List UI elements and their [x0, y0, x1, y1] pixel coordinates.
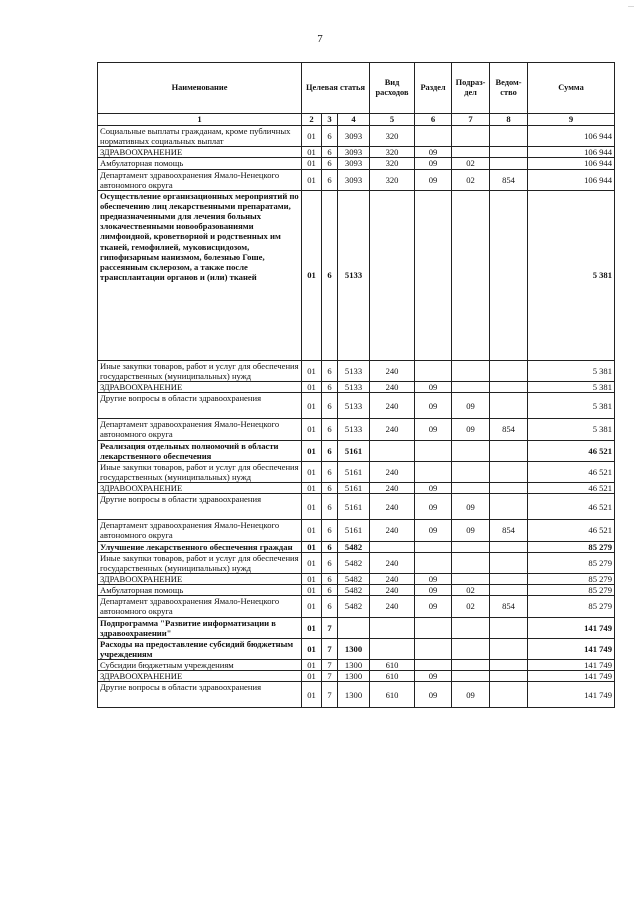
row-subsection: 09 — [452, 520, 490, 541]
row-subsection — [452, 382, 490, 393]
row-target-code — [338, 617, 370, 638]
row-name: Социальные выплаты гражданам, кроме публичных нормативных социальных выплат — [98, 126, 302, 147]
row-subsection — [452, 617, 490, 638]
row-subsection — [452, 483, 490, 494]
row-target-code: 5161 — [338, 494, 370, 520]
row-subsection: 02 — [452, 158, 490, 169]
row-target-code: 5161 — [338, 461, 370, 482]
row-name: Департамент здравоохранения Ямало-Ненецкого автономного округа — [98, 419, 302, 440]
row-target-program: 01 — [302, 382, 322, 393]
table-row — [98, 483, 615, 494]
row-target-code: 5482 — [338, 585, 370, 596]
row-subsection: 09 — [452, 494, 490, 520]
row-target-subprogram: 6 — [322, 461, 338, 482]
row-department — [490, 552, 528, 573]
row-target-subprogram: 6 — [322, 596, 338, 617]
row-name: ЗДРАВООХРАНЕНИЕ — [98, 573, 302, 584]
row-sum: 141 749 — [528, 660, 615, 671]
row-expense-type: 240 — [370, 552, 415, 573]
row-target-program: 01 — [302, 660, 322, 671]
row-target-subprogram: 6 — [322, 419, 338, 440]
row-subsection — [452, 660, 490, 671]
table-row — [98, 596, 615, 617]
row-target-code: 5482 — [338, 541, 370, 552]
row-section — [415, 126, 452, 147]
row-department — [490, 461, 528, 482]
row-subsection — [452, 461, 490, 482]
row-target-subprogram: 6 — [322, 382, 338, 393]
row-expense-type: 320 — [370, 158, 415, 169]
row-section: 09 — [415, 169, 452, 190]
row-target-subprogram: 6 — [322, 573, 338, 584]
row-target-subprogram: 7 — [322, 671, 338, 682]
table-row — [98, 126, 615, 147]
row-target-code: 5482 — [338, 573, 370, 584]
header-expense-type: Вид расходов — [370, 63, 415, 114]
column-number: 5 — [370, 114, 415, 126]
page-number: 7 — [317, 33, 323, 45]
row-target-subprogram: 7 — [322, 638, 338, 659]
row-subsection — [452, 671, 490, 682]
row-department — [490, 190, 528, 360]
table-row — [98, 440, 615, 461]
table-row — [98, 617, 615, 638]
table-row — [98, 660, 615, 671]
row-subsection: 02 — [452, 596, 490, 617]
row-target-program: 01 — [302, 617, 322, 638]
row-target-code: 1300 — [338, 660, 370, 671]
table-row — [98, 638, 615, 659]
table-row — [98, 520, 615, 541]
row-target-code: 1300 — [338, 682, 370, 708]
row-target-program: 01 — [302, 573, 322, 584]
row-department — [490, 483, 528, 494]
row-target-subprogram: 6 — [322, 541, 338, 552]
row-department — [490, 573, 528, 584]
column-number: 8 — [490, 114, 528, 126]
row-sum: 46 521 — [528, 461, 615, 482]
row-target-subprogram: 6 — [322, 360, 338, 381]
row-sum: 106 944 — [528, 169, 615, 190]
row-name: Департамент здравоохранения Ямало-Ненецкого автономного округа — [98, 520, 302, 541]
column-number: 7 — [452, 114, 490, 126]
row-section — [415, 190, 452, 360]
row-section: 09 — [415, 585, 452, 596]
row-section: 09 — [415, 147, 452, 158]
row-name: ЗДРАВООХРАНЕНИЕ — [98, 147, 302, 158]
row-department — [490, 541, 528, 552]
row-subsection — [452, 573, 490, 584]
table-row — [98, 360, 615, 381]
row-sum: 85 279 — [528, 573, 615, 584]
row-department — [490, 126, 528, 147]
row-section — [415, 552, 452, 573]
column-number: 1 — [98, 114, 302, 126]
row-department — [490, 494, 528, 520]
row-target-program: 01 — [302, 671, 322, 682]
row-sum: 141 749 — [528, 682, 615, 708]
row-sum: 5 381 — [528, 360, 615, 381]
row-expense-type: 240 — [370, 585, 415, 596]
row-target-code: 5133 — [338, 393, 370, 419]
header-name: Наименование — [98, 63, 302, 114]
row-target-program: 01 — [302, 638, 322, 659]
table-row — [98, 190, 615, 360]
row-subsection: 09 — [452, 393, 490, 419]
row-target-code: 1300 — [338, 671, 370, 682]
row-department — [490, 585, 528, 596]
table-row — [98, 393, 615, 419]
row-sum: 5 381 — [528, 382, 615, 393]
row-expense-type: 240 — [370, 360, 415, 381]
row-name: Амбулаторная помощь — [98, 158, 302, 169]
table-row — [98, 552, 615, 573]
header-department: Ведом-ство — [490, 63, 528, 114]
row-target-subprogram: 6 — [322, 440, 338, 461]
row-department — [490, 382, 528, 393]
row-sum: 141 749 — [528, 617, 615, 638]
row-expense-type — [370, 541, 415, 552]
row-expense-type: 240 — [370, 393, 415, 419]
table-row — [98, 461, 615, 482]
row-section: 09 — [415, 158, 452, 169]
row-name: ЗДРАВООХРАНЕНИЕ — [98, 483, 302, 494]
row-sum: 46 521 — [528, 494, 615, 520]
row-section — [415, 660, 452, 671]
row-expense-type — [370, 617, 415, 638]
row-target-code: 3093 — [338, 169, 370, 190]
row-sum: 106 944 — [528, 158, 615, 169]
table-row — [98, 494, 615, 520]
row-name: Иные закупки товаров, работ и услуг для обеспечения государственных (муниципальных) нужд — [98, 461, 302, 482]
row-section: 09 — [415, 382, 452, 393]
row-target-code: 5133 — [338, 360, 370, 381]
row-target-subprogram: 6 — [322, 494, 338, 520]
row-target-subprogram: 6 — [322, 483, 338, 494]
row-target-program: 01 — [302, 461, 322, 482]
row-expense-type: 240 — [370, 494, 415, 520]
row-target-subprogram: 6 — [322, 190, 338, 360]
row-department: 854 — [490, 419, 528, 440]
row-name: Расходы на предоставление субсидий бюджетным учреждениям — [98, 638, 302, 659]
row-target-subprogram: 7 — [322, 682, 338, 708]
row-target-subprogram: 6 — [322, 585, 338, 596]
row-subsection — [452, 541, 490, 552]
row-section: 09 — [415, 671, 452, 682]
row-target-subprogram: 6 — [322, 158, 338, 169]
table-row — [98, 147, 615, 158]
row-target-program: 01 — [302, 419, 322, 440]
row-sum: 46 521 — [528, 483, 615, 494]
row-expense-type: 240 — [370, 419, 415, 440]
row-target-subprogram: 6 — [322, 552, 338, 573]
row-sum: 85 279 — [528, 541, 615, 552]
row-expense-type: 610 — [370, 671, 415, 682]
row-target-subprogram: 6 — [322, 393, 338, 419]
row-subsection: 09 — [452, 419, 490, 440]
table-row — [98, 382, 615, 393]
row-target-code: 3093 — [338, 158, 370, 169]
row-target-code: 5133 — [338, 190, 370, 360]
row-target-program: 01 — [302, 126, 322, 147]
row-section — [415, 360, 452, 381]
table-row — [98, 682, 615, 708]
row-target-program: 01 — [302, 682, 322, 708]
row-name: Субсидии бюджетным учреждениям — [98, 660, 302, 671]
row-name: Департамент здравоохранения Ямало-Ненецкого автономного округа — [98, 596, 302, 617]
row-sum: 141 749 — [528, 671, 615, 682]
row-target-program: 01 — [302, 147, 322, 158]
row-name: Другие вопросы в области здравоохранения — [98, 393, 302, 419]
table-row — [98, 169, 615, 190]
row-target-code: 3093 — [338, 126, 370, 147]
row-target-subprogram: 7 — [322, 660, 338, 671]
row-target-program: 01 — [302, 494, 322, 520]
row-name: Иные закупки товаров, работ и услуг для обеспечения государственных (муниципальных) нужд — [98, 552, 302, 573]
row-section — [415, 617, 452, 638]
table-row — [98, 541, 615, 552]
row-department — [490, 660, 528, 671]
row-expense-type: 240 — [370, 596, 415, 617]
row-expense-type — [370, 638, 415, 659]
row-expense-type: 240 — [370, 382, 415, 393]
table-row — [98, 573, 615, 584]
row-department — [490, 638, 528, 659]
column-number-row — [98, 114, 615, 126]
row-department — [490, 617, 528, 638]
row-target-code: 5482 — [338, 596, 370, 617]
header-section: Раздел — [415, 63, 452, 114]
row-expense-type: 240 — [370, 573, 415, 584]
row-expense-type: 320 — [370, 169, 415, 190]
row-target-subprogram: 6 — [322, 520, 338, 541]
corner-mark: ... — [628, 0, 634, 9]
row-sum: 85 279 — [528, 585, 615, 596]
row-name: Подпрограмма "Развитие информатизации в здравоохранении" — [98, 617, 302, 638]
table-row — [98, 419, 615, 440]
row-target-code: 5161 — [338, 483, 370, 494]
column-number: 4 — [338, 114, 370, 126]
row-name: Реализация отдельных полномочий в области лекарственного обеспечения — [98, 440, 302, 461]
table-row — [98, 158, 615, 169]
row-subsection — [452, 552, 490, 573]
row-expense-type — [370, 440, 415, 461]
row-target-code: 5161 — [338, 440, 370, 461]
row-target-program: 01 — [302, 541, 322, 552]
row-expense-type — [370, 190, 415, 360]
row-expense-type: 240 — [370, 520, 415, 541]
column-number: 9 — [528, 114, 615, 126]
row-target-subprogram: 6 — [322, 126, 338, 147]
row-department: 854 — [490, 520, 528, 541]
row-expense-type: 240 — [370, 461, 415, 482]
column-number: 6 — [415, 114, 452, 126]
row-section: 09 — [415, 393, 452, 419]
row-department: 854 — [490, 596, 528, 617]
row-target-program: 01 — [302, 360, 322, 381]
row-sum: 5 381 — [528, 393, 615, 419]
row-section — [415, 638, 452, 659]
row-name: Осуществление организационных мероприятий по обеспечению лиц лекарственными препаратами, предназначенными для лечения больных злокачественными новообразованиями лимфоидной, кроветворной и родственных им тканей, гемофилией, муковисцидозом, гипофизарным нанизмом, болезнью Гоше, рассеянным склерозом, а также после трансплантации органов и (или) тканей — [98, 190, 302, 360]
budget-table — [97, 62, 615, 708]
row-subsection — [452, 360, 490, 381]
row-section: 09 — [415, 419, 452, 440]
row-sum: 5 381 — [528, 190, 615, 360]
row-target-program: 01 — [302, 158, 322, 169]
row-subsection — [452, 638, 490, 659]
row-subsection — [452, 126, 490, 147]
header-subsection: Подраз-дел — [452, 63, 490, 114]
row-name: ЗДРАВООХРАНЕНИЕ — [98, 671, 302, 682]
row-section — [415, 541, 452, 552]
row-target-code: 5133 — [338, 419, 370, 440]
row-subsection — [452, 190, 490, 360]
row-section: 09 — [415, 573, 452, 584]
row-name: Другие вопросы в области здравоохранения — [98, 682, 302, 708]
row-subsection — [452, 147, 490, 158]
header-sum: Сумма — [528, 63, 615, 114]
column-number: 3 — [322, 114, 338, 126]
row-sum: 106 944 — [528, 126, 615, 147]
row-target-subprogram: 7 — [322, 617, 338, 638]
row-department — [490, 158, 528, 169]
row-target-program: 01 — [302, 520, 322, 541]
row-name: Департамент здравоохранения Ямало-Ненецкого автономного округа — [98, 169, 302, 190]
row-name: Иные закупки товаров, работ и услуг для обеспечения государственных (муниципальных) нужд — [98, 360, 302, 381]
row-target-program: 01 — [302, 596, 322, 617]
row-department — [490, 671, 528, 682]
row-sum: 85 279 — [528, 596, 615, 617]
row-subsection: 02 — [452, 585, 490, 596]
row-target-program: 01 — [302, 190, 322, 360]
row-name: Амбулаторная помощь — [98, 585, 302, 596]
row-target-program: 01 — [302, 440, 322, 461]
row-expense-type: 240 — [370, 483, 415, 494]
table-body — [98, 126, 615, 708]
row-subsection: 02 — [452, 169, 490, 190]
row-section: 09 — [415, 596, 452, 617]
row-target-code: 3093 — [338, 147, 370, 158]
row-section: 09 — [415, 682, 452, 708]
row-sum: 46 521 — [528, 440, 615, 461]
column-number: 2 — [302, 114, 322, 126]
row-expense-type: 610 — [370, 660, 415, 671]
row-name: Другие вопросы в области здравоохранения — [98, 494, 302, 520]
row-sum: 141 749 — [528, 638, 615, 659]
row-name: Улучшение лекарственного обеспечения граждан — [98, 541, 302, 552]
header-target: Целевая статья — [302, 63, 370, 114]
row-section: 09 — [415, 494, 452, 520]
row-target-code: 1300 — [338, 638, 370, 659]
row-target-subprogram: 6 — [322, 169, 338, 190]
row-department — [490, 682, 528, 708]
header-row — [98, 63, 615, 114]
row-expense-type: 320 — [370, 147, 415, 158]
row-target-subprogram: 6 — [322, 147, 338, 158]
row-name: ЗДРАВООХРАНЕНИЕ — [98, 382, 302, 393]
row-target-program: 01 — [302, 552, 322, 573]
row-sum: 46 521 — [528, 520, 615, 541]
row-target-code: 5133 — [338, 382, 370, 393]
row-department — [490, 393, 528, 419]
row-subsection — [452, 440, 490, 461]
row-department: 854 — [490, 169, 528, 190]
row-target-program: 01 — [302, 483, 322, 494]
row-target-code: 5482 — [338, 552, 370, 573]
row-subsection: 09 — [452, 682, 490, 708]
row-target-program: 01 — [302, 393, 322, 419]
table-row — [98, 585, 615, 596]
row-target-program: 01 — [302, 169, 322, 190]
row-sum: 5 381 — [528, 419, 615, 440]
row-section — [415, 440, 452, 461]
row-expense-type: 610 — [370, 682, 415, 708]
row-section — [415, 461, 452, 482]
row-department — [490, 360, 528, 381]
row-section: 09 — [415, 520, 452, 541]
row-target-program: 01 — [302, 585, 322, 596]
table-row — [98, 671, 615, 682]
row-target-code: 5161 — [338, 520, 370, 541]
row-sum: 85 279 — [528, 552, 615, 573]
row-department — [490, 147, 528, 158]
row-sum: 106 944 — [528, 147, 615, 158]
row-section: 09 — [415, 483, 452, 494]
row-expense-type: 320 — [370, 126, 415, 147]
row-department — [490, 440, 528, 461]
